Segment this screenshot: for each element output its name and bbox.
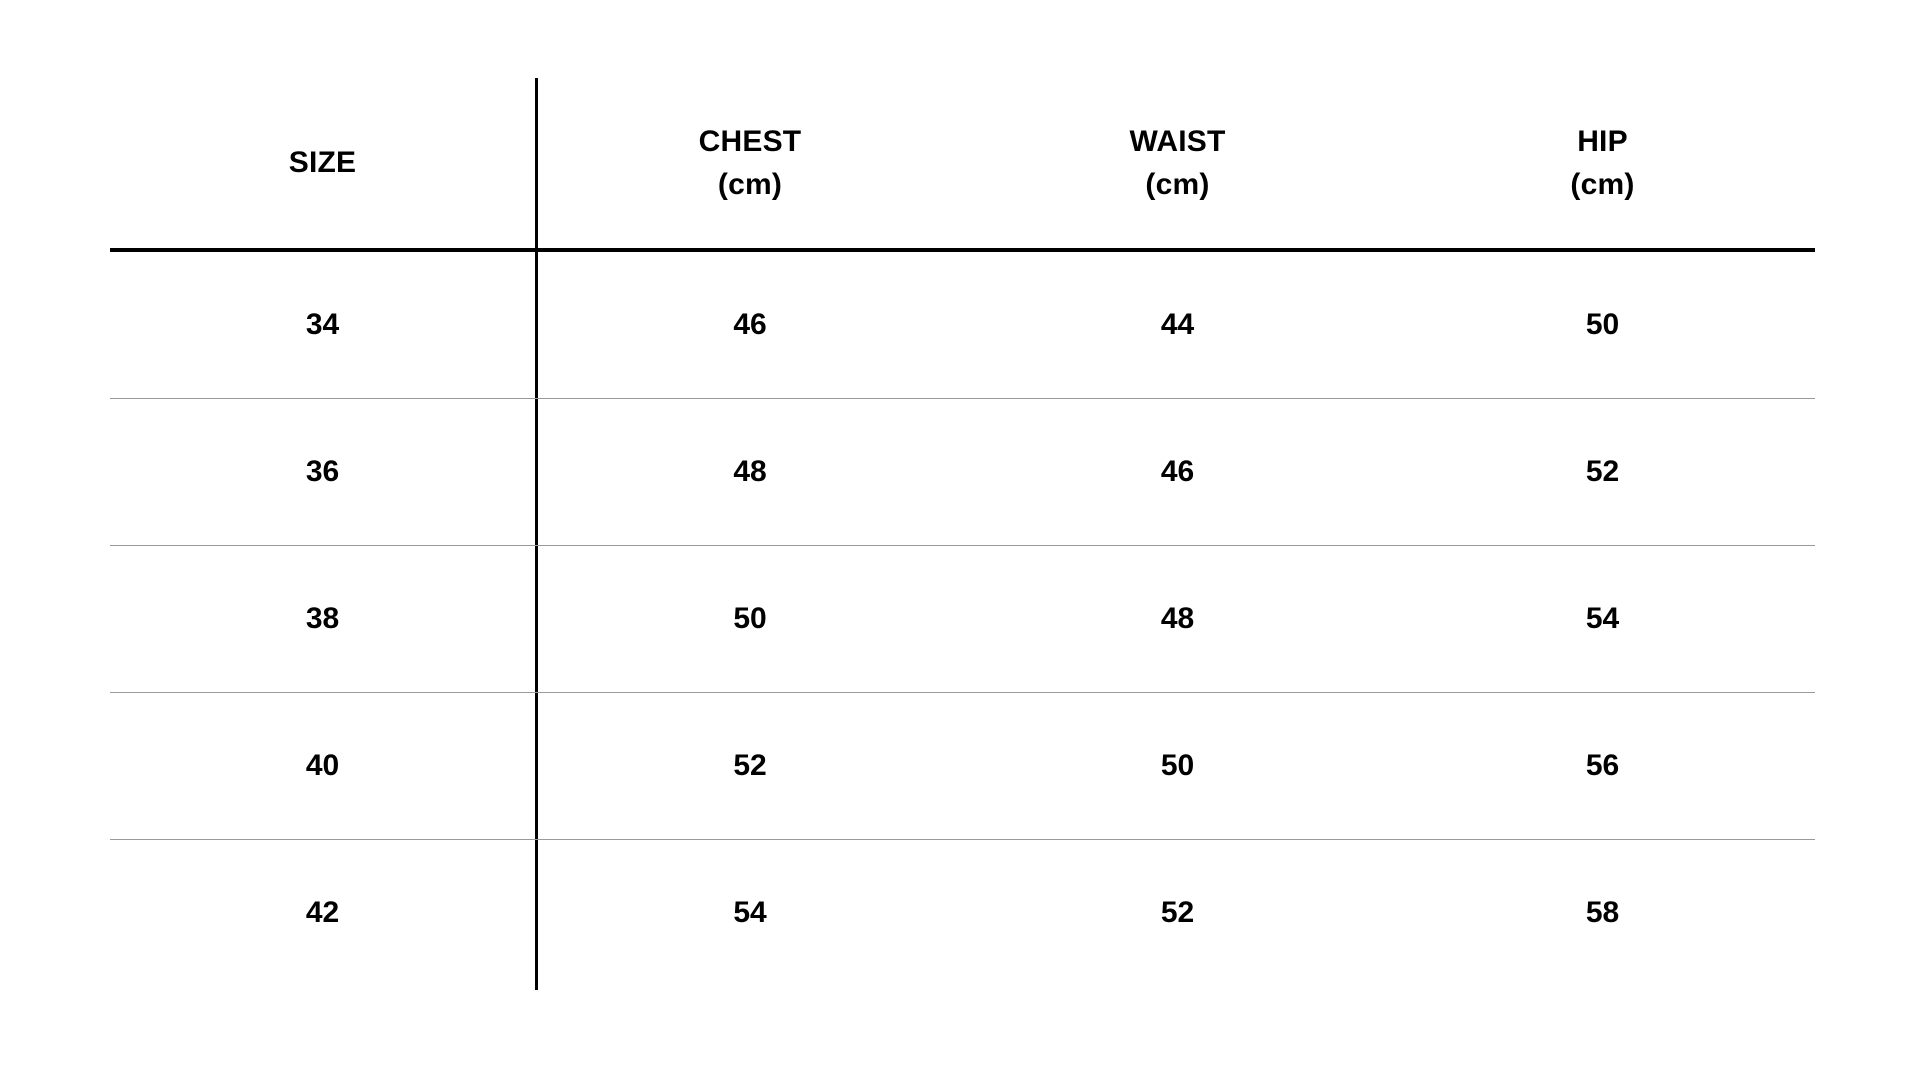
- cell-hip: 58: [1585, 896, 1620, 929]
- cell-waist: 50: [965, 693, 1390, 840]
- column-header-waist-label: WAIST: [1129, 124, 1226, 158]
- cell-chest: 46: [535, 250, 965, 399]
- table-body: [110, 250, 1815, 986]
- cell-waist: 46: [965, 399, 1390, 546]
- column-header-size-label: SIZE: [288, 146, 357, 180]
- column-header-size: [110, 78, 535, 250]
- table-row: [110, 840, 1815, 987]
- cell-size: 38: [110, 546, 535, 693]
- column-header-hip-unit: (cm): [1570, 168, 1635, 201]
- column-header-chest: [535, 78, 965, 250]
- cell-chest: 54: [733, 896, 767, 929]
- column-header-hip-label: HIP: [1577, 124, 1628, 158]
- cell-waist: 48: [965, 546, 1390, 693]
- cell-waist: 52: [1160, 896, 1195, 929]
- table-row: [110, 399, 1815, 546]
- column-header-waist: [965, 78, 1390, 250]
- size-chart-table: [110, 78, 1815, 986]
- table-header-row: [110, 78, 1815, 250]
- table-row: [110, 250, 1815, 399]
- cell-hip: 52: [1390, 399, 1815, 546]
- cell-size: 36: [110, 399, 535, 546]
- cell-size: 34: [110, 250, 535, 399]
- cell-hip: 54: [1390, 546, 1815, 693]
- table-header: [110, 78, 1815, 250]
- cell-size: 42: [305, 896, 340, 929]
- cell-chest: 52: [535, 693, 965, 840]
- table-row: [110, 693, 1815, 840]
- size-chart-table-wrapper: [110, 78, 1815, 986]
- column-header-chest-unit: (cm): [717, 168, 783, 201]
- cell-size: 40: [110, 693, 535, 840]
- column-header-chest-label: CHEST: [698, 124, 802, 158]
- cell-waist: 44: [965, 250, 1390, 399]
- table-row: [110, 546, 1815, 693]
- cell-chest: 50: [535, 546, 965, 693]
- column-header-hip: [1390, 78, 1815, 250]
- cell-chest: 48: [535, 399, 965, 546]
- cell-hip: 56: [1390, 693, 1815, 840]
- cell-hip: 50: [1390, 250, 1815, 399]
- column-header-waist-unit: (cm): [1145, 168, 1210, 201]
